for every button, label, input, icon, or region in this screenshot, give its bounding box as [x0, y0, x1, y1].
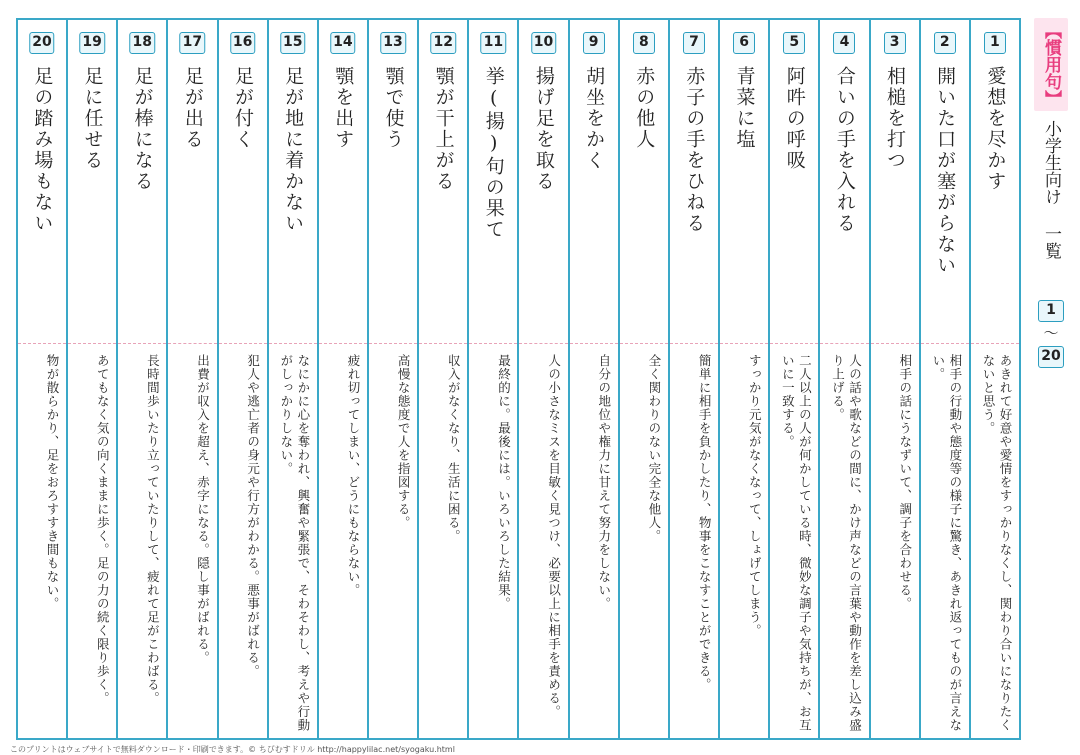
dashed-divider	[319, 343, 367, 344]
side-header	[1030, 18, 1074, 398]
dashed-divider	[68, 343, 116, 344]
idiom-meaning: 人の小さなミスを目敏く見つけ、必要以上に相手を責める。	[546, 354, 562, 719]
idiom-text: 足が地に着かない	[282, 66, 305, 234]
idiom-column	[919, 20, 969, 738]
idiom-column	[969, 20, 1019, 738]
dashed-divider	[18, 343, 66, 344]
idiom-text: 足が出る	[181, 66, 204, 150]
idiom-column	[768, 20, 818, 738]
idiom-text: 足の踏み場もない	[31, 66, 54, 234]
idiom-meaning: 出費が収入を超え、赤字になる。隠し事がばれる。	[195, 354, 211, 665]
idiom-number-badge: 8	[633, 32, 655, 54]
idiom-column	[367, 20, 417, 738]
idiom-column	[116, 20, 166, 738]
idiom-meaning: 二人以上の人が何かしている時、微妙な調子や気持ちが、お互いに一致する。	[780, 354, 813, 732]
range-end-badge: 20	[1038, 346, 1064, 368]
dashed-divider	[871, 343, 919, 344]
idiom-meaning: 高慢な態度で人を指図する。	[396, 354, 412, 530]
idiom-meaning: 相手の話にうなずいて、調子を合わせる。	[897, 354, 913, 611]
idiom-meaning: 犯人や逃亡者の身元や行方がわかる。悪事がばれる。	[245, 354, 261, 678]
idiom-number-badge: 14	[330, 32, 355, 54]
idiom-text: 顎を出す	[332, 66, 355, 150]
worksheet-subtitle: 小学生向け 一覧	[1041, 120, 1061, 259]
idiom-meaning: 収入がなくなり、生活に困る。	[446, 354, 462, 543]
idiom-meaning: あてもなく気の向くままに歩く。足の力の続く限り歩く。	[95, 354, 111, 705]
idiom-number-badge: 16	[230, 32, 255, 54]
idiom-column	[217, 20, 267, 738]
dashed-divider	[921, 343, 969, 344]
idiom-meaning: 物が散らかり、足をおろすすき間もない。	[45, 354, 61, 611]
idiom-text: 足が付く	[231, 66, 254, 150]
idiom-column	[18, 20, 66, 738]
idiom-table	[16, 18, 1021, 740]
dashed-divider	[118, 343, 166, 344]
idiom-number-badge: 13	[380, 32, 405, 54]
idiom-number-badge: 10	[531, 32, 556, 54]
idiom-column	[467, 20, 517, 738]
idiom-number-badge: 3	[884, 32, 906, 54]
idiom-meaning: 最終的に。最後には。いろいろした結果。	[496, 354, 512, 611]
idiom-number-badge: 18	[130, 32, 155, 54]
idiom-text: 揚げ足を取る	[532, 66, 555, 192]
idiom-number-badge: 6	[733, 32, 755, 54]
idiom-meaning: 人の話や歌などの間に、かけ声などの言葉や動作を差し込み盛り上げる。	[830, 354, 863, 732]
idiom-number-badge: 9	[583, 32, 605, 54]
idiom-meaning: 相手の行動や態度等の様子に驚き、あきれ返ってものが言えない。	[930, 354, 963, 732]
idiom-text: 胡坐をかく	[583, 66, 606, 171]
dashed-divider	[469, 343, 517, 344]
idiom-number-badge: 2	[934, 32, 956, 54]
idiom-text: 挙(揚)句の果て	[482, 66, 505, 240]
idiom-number-badge: 12	[430, 32, 455, 54]
footer-note: このプリントはウェブサイトで無料ダウンロード・印刷できます。© ちびむすドリル http://happylilac.net/syogaku.html	[10, 745, 455, 754]
idiom-meaning: 自分の地位や権力に甘えて努力をしない。	[596, 354, 612, 611]
idiom-text: 顎で使う	[382, 66, 405, 150]
dashed-divider	[269, 343, 317, 344]
idiom-number-badge: 17	[180, 32, 205, 54]
idiom-text: 阿吽の呼吸	[783, 66, 806, 171]
idiom-text: 赤子の手をひねる	[683, 66, 706, 234]
idiom-number-badge: 5	[783, 32, 805, 54]
dashed-divider	[419, 343, 467, 344]
dashed-divider	[820, 343, 868, 344]
idiom-meaning: 全く関わりのない完全な他人。	[646, 354, 662, 543]
dashed-divider	[720, 343, 768, 344]
idiom-column	[517, 20, 567, 738]
idiom-meaning: 長時間歩いたり立っていたりして、疲れて足がこわばる。	[145, 354, 161, 705]
range-separator: 〜	[1043, 324, 1059, 342]
idiom-text: 顎が干上がる	[432, 66, 455, 192]
dashed-divider	[570, 343, 618, 344]
worksheet-title: 【慣用句】	[1034, 18, 1068, 111]
idiom-number-badge: 7	[683, 32, 705, 54]
idiom-number-badge: 20	[29, 32, 54, 54]
dashed-divider	[369, 343, 417, 344]
idiom-column	[417, 20, 467, 738]
idiom-column	[818, 20, 868, 738]
idiom-number-badge: 4	[833, 32, 855, 54]
idiom-number-badge: 15	[280, 32, 305, 54]
idiom-column	[166, 20, 216, 738]
range-start-badge: 1	[1038, 300, 1064, 322]
dashed-divider	[219, 343, 267, 344]
idiom-column	[618, 20, 668, 738]
dashed-divider	[770, 343, 818, 344]
idiom-text: 愛想を尽かす	[984, 66, 1007, 192]
dashed-divider	[519, 343, 567, 344]
idiom-column	[718, 20, 768, 738]
idiom-text: 足に任せる	[81, 66, 104, 171]
idiom-number-badge: 19	[79, 32, 104, 54]
dashed-divider	[670, 343, 718, 344]
idiom-text: 合いの手を入れる	[833, 66, 856, 234]
dashed-divider	[620, 343, 668, 344]
idiom-text: 相槌を打つ	[884, 66, 907, 171]
idiom-column	[317, 20, 367, 738]
idiom-text: 開いた口が塞がらない	[934, 66, 957, 276]
idiom-meaning: 簡単に相手を負かしたり、物事をこなすことができる。	[697, 354, 713, 692]
idiom-meaning: すっかり元気がなくなって、しょげてしまう。	[747, 354, 763, 638]
idiom-text: 青菜に塩	[733, 66, 756, 150]
idiom-column	[869, 20, 919, 738]
idiom-meaning: あきれて好意や愛情をすっかりなくし、関わり合いになりたくないと思う。	[981, 354, 1013, 732]
dashed-divider	[971, 343, 1019, 344]
idiom-number-badge: 1	[984, 32, 1006, 54]
idiom-number-badge: 11	[481, 32, 506, 54]
idiom-meaning: 疲れ切ってしまい、どうにもならない。	[345, 354, 361, 597]
idiom-column	[267, 20, 317, 738]
dashed-divider	[168, 343, 216, 344]
idiom-column	[66, 20, 116, 738]
idiom-meaning: なにかに心を奪われ、興奮や緊張で、そわそわし、考えや行動がしっかりしない。	[278, 354, 311, 732]
idiom-column	[568, 20, 618, 738]
idiom-text: 足が棒になる	[131, 66, 154, 192]
idiom-text: 赤の他人	[633, 66, 656, 150]
idiom-column	[668, 20, 718, 738]
